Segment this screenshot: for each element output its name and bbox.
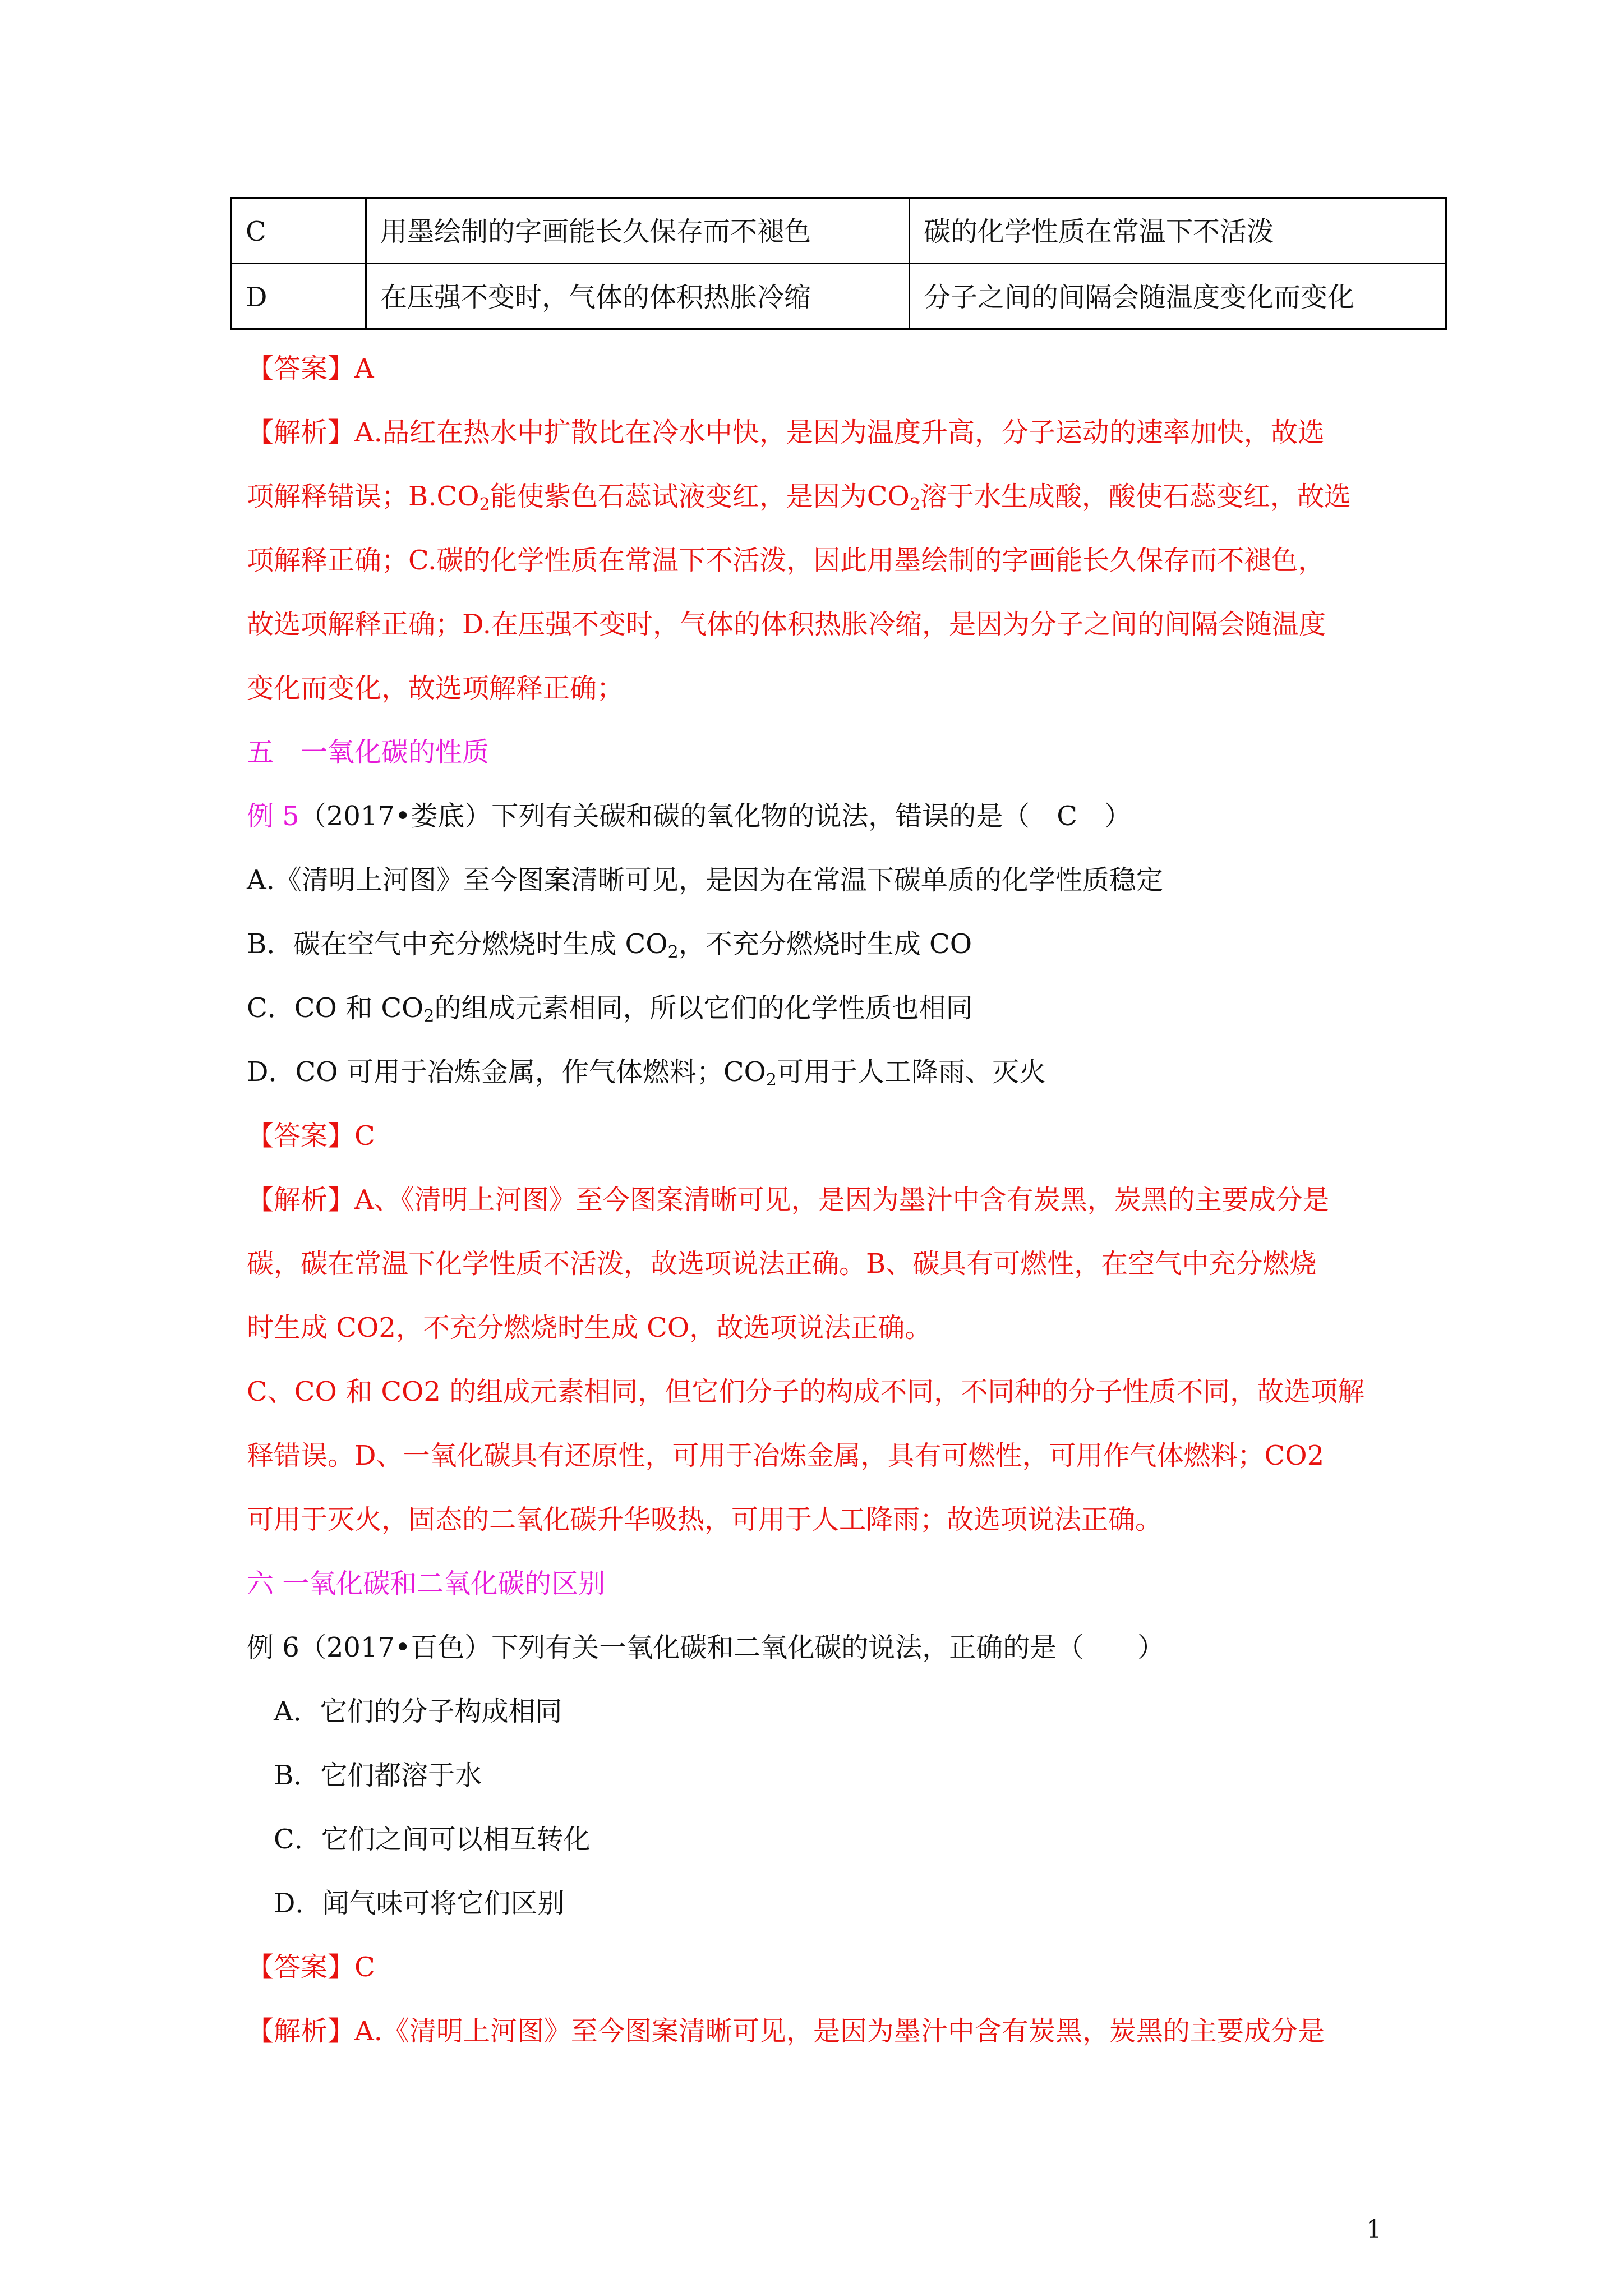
example-5-option-d: D．CO 可用于冶炼金属，作气体燃料；$CO_2$可用于人工降雨、灭火 <box>247 1056 1046 1090</box>
example-5-option-c: C．CO 和 $CO_2$的组成元素相同，所以它们的化学性质也相同 <box>247 992 973 1026</box>
example-6-question: 例 6（2017•百色）下列有关一氧化碳和二氧化碳的说法，正确的是（ ） <box>247 1632 1165 1663</box>
example-5-analysis-line-4: C、CO 和 CO2 的组成元素相同，但它们分子的构成不同，不同种的分子性质不同，故选项解 <box>247 1376 1365 1407</box>
example-6-answer: 【答案】C <box>247 1952 375 1983</box>
q4-analysis-line-4: 故选项解释正确；D.在压强不变时，气体的体积热胀冷缩，是因为分子之间的间隔会随温度 <box>247 609 1326 640</box>
q4-analysis-line-2: 项解释错误；$B.CO_2$能使紫色石蕊试液变红，是因为$CO_2$溶于水生成酸，酸使石蕊变红，故选 <box>247 481 1351 514</box>
section-5-heading: 五 一氧化碳的性质 <box>247 737 490 768</box>
example-6-option-d: D．闻气味可将它们区别 <box>274 1888 565 1919</box>
page-number: 1 <box>1366 2215 1382 2244</box>
example-5-analysis-line-2: 碳，碳在常温下化学性质不活泼，故选项说法正确。B、碳具有可燃性，在空气中充分燃烧 <box>247 1248 1317 1280</box>
example-5-analysis-line-1: 【解析】A、《清明上河图》至今图案清晰可见，是因为墨汁中含有炭黑，炭黑的主要成分是 <box>247 1184 1330 1216</box>
option-letter-cell: C <box>232 198 366 264</box>
example-5-analysis-line-6: 可用于灭火，固态的二氧化碳升华吸热，可用于人工降雨；故选项说法正确。 <box>247 1504 1163 1535</box>
example-5-option-a: A.《清明上河图》至今图案清晰可见，是因为在常温下碳单质的化学性质稳定 <box>247 864 1163 896</box>
fact-cell: 用墨绘制的字画能长久保存而不褪色 <box>366 198 910 264</box>
example-6-option-a: A．它们的分子构成相同 <box>274 1696 562 1727</box>
table-row <box>232 198 1446 264</box>
q4-analysis-line-3: 项解释正确；C.碳的化学性质在常温下不活泼，因此用墨绘制的字画能长久保存而不褪色， <box>247 545 1325 576</box>
example-5-option-b: B．碳在空气中充分燃烧时生成 $CO_2$，不充分燃烧时生成 CO <box>247 928 972 962</box>
example-6-analysis-line-1: 【解析】A.《清明上河图》至今图案清晰可见，是因为墨汁中含有炭黑，炭黑的主要成分是 <box>247 2016 1325 2047</box>
explanation-cell: 分子之间的间隔会随温度变化而变化 <box>910 264 1446 329</box>
table-row <box>232 264 1446 329</box>
q4-analysis-line-5: 变化而变化，故选项解释正确； <box>247 673 624 704</box>
explanation-cell: 碳的化学性质在常温下不活泼 <box>910 198 1446 264</box>
example-5-analysis-line-3: 时生成 CO2，不充分燃烧时生成 CO，故选项说法正确。 <box>247 1312 932 1343</box>
example-5-answer: 【答案】C <box>247 1120 375 1152</box>
example-6-option-b: B．它们都溶于水 <box>274 1760 482 1791</box>
fact-cell: 在压强不变时，气体的体积热胀冷缩 <box>366 264 910 329</box>
section-6-heading: 六 一氧化碳和二氧化碳的区别 <box>247 1568 606 1599</box>
q4-analysis-line-1: 【解析】A.品红在热水中扩散比在冷水中快，是因为温度升高，分子运动的速率加快，故选 <box>247 417 1325 448</box>
q4-answer: 【答案】A <box>247 353 374 384</box>
example-6-option-c: C．它们之间可以相互转化 <box>274 1824 591 1855</box>
option-letter-cell: D <box>232 264 366 329</box>
example-5-question: 例 5（2017•娄底）下列有关碳和碳的氧化物的说法，错误的是（ C ） <box>247 800 1132 832</box>
example-5-analysis-line-5: 释错误。D、一氧化碳具有还原性，可用于冶炼金属，具有可燃性，可用作气体燃料；CO2 <box>247 1440 1325 1471</box>
options-table <box>230 197 1447 330</box>
